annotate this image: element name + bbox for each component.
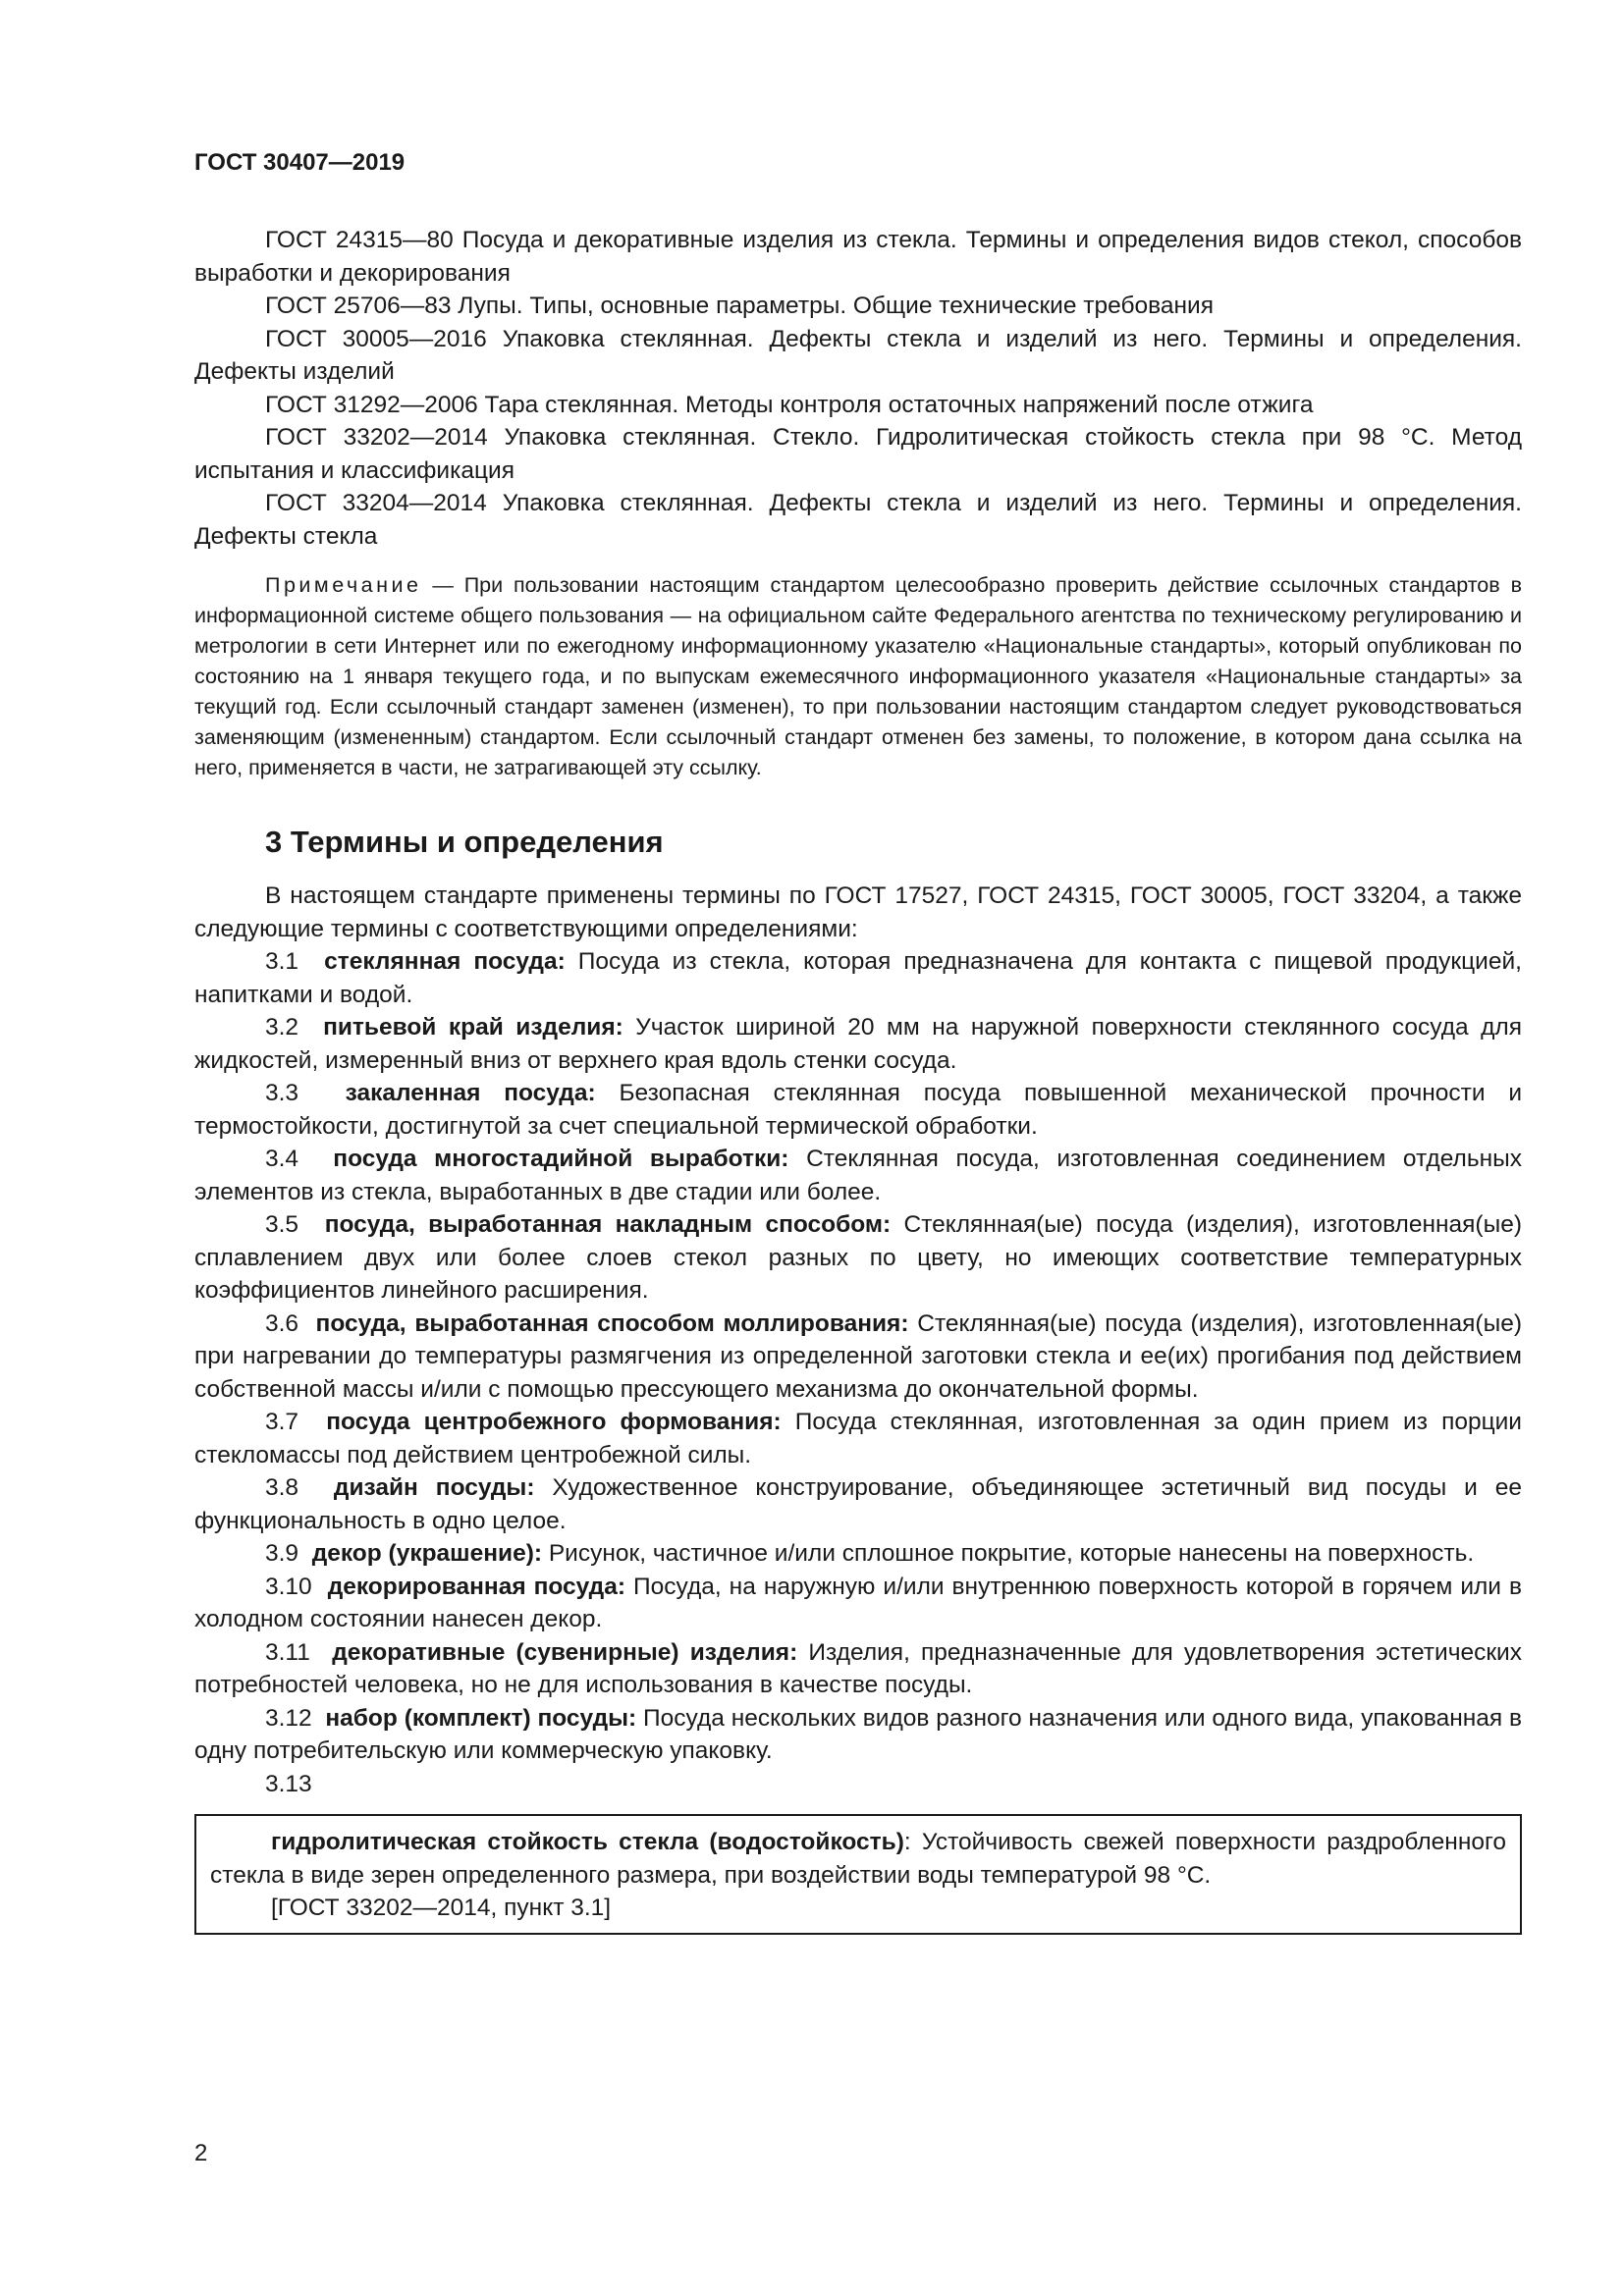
- term-name: декорированная посуда:: [327, 1573, 626, 1600]
- normative-references: [194, 224, 1522, 553]
- term-definition: [194, 1406, 1522, 1471]
- reference-entry: ГОСТ 25706—83 Лупы. Типы, основные параметры. Общие технические требования: [265, 293, 1214, 319]
- term-number: 3.1: [265, 948, 299, 975]
- term-text: Художественное конструирование, объединяющее эстетичный вид посуды и ее функциональность в одно целое.: [194, 1474, 1522, 1534]
- document-body: [194, 224, 1522, 1935]
- term-definition: [194, 1143, 1522, 1208]
- term-definition: [210, 1826, 1506, 1892]
- term-definition: [194, 1537, 1522, 1571]
- note-text: — При пользовании настоящим стандартом целесообразно проверить действие ссылочных стандартов в информационной системе общего пользования — на официальном сайте Федерального агентства по техническому регулированию и метрологии в сети Интернет или по ежегодному информационному указателю «Национальные стандарты», который опубликован по состоянию на 1 января текущего года, и по выпускам ежемесячного информационного указателя «Национальные стандарты» за текущий год. Если ссылочный стандарт заменен (изменен), то при пользовании настоящим стандартом следует руководствоваться заменяющим (измененным) стандартом. Если ссылочный стандарт отменен без замены, то положение, в котором дана ссылка на него, применяется в части, не затрагивающей эту ссылку.: [194, 573, 1522, 779]
- term-text: Изделия, предназначенные для удовлетворения эстетических потребностей человека, но не для использования в качестве посуды.: [194, 1638, 1522, 1698]
- term-name: декор (украшение):: [311, 1540, 543, 1567]
- term-name: гидролитическая стойкость стекла (водостойкость): [271, 1829, 904, 1855]
- term-text: Посуда из стекла, которая предназначена для контакта с пищевой продукцией, напитками и водой.: [194, 948, 1522, 1008]
- term-name: стеклянная посуда:: [324, 948, 566, 975]
- source-reference: [ГОСТ 33202—2014, пункт 3.1]: [271, 1895, 612, 1921]
- reference-entry: ГОСТ 33204—2014 Упаковка стеклянная. Дефекты стекла и изделий из него. Термины и определения. Дефекты стекла: [194, 490, 1522, 550]
- term-number: 3.5: [265, 1211, 299, 1238]
- term-text: Стеклянная(ые) посуда (изделия), изготовленная(ые) сплавлением двух или более слоев стекол разных по цвету, но имеющих соответствие температурных коэффициентов линейного расширения.: [194, 1211, 1522, 1304]
- term-number: 3.9: [265, 1540, 299, 1567]
- reference-entry: ГОСТ 31292—2006 Тара стеклянная. Методы контроля остаточных напряжений после отжига: [265, 391, 1314, 418]
- reference-entry: ГОСТ 33202—2014 Упаковка стеклянная. Стекло. Гидролитическая стойкость стекла при 98 °С. Метод испытания и классификация: [194, 424, 1522, 484]
- term-number-standalone: 3.13: [265, 1770, 312, 1797]
- term-definition: [194, 1702, 1522, 1768]
- term-definition: [194, 1011, 1522, 1077]
- term-definition: [194, 1077, 1522, 1143]
- document-header: ГОСТ 30407—2019: [194, 149, 406, 176]
- term-text: Рисунок, частичное и/или сплошное покрытие, которые нанесены на поверхность.: [542, 1540, 1475, 1567]
- term-name: дизайн посуды:: [333, 1474, 535, 1501]
- term-number: 3.11: [265, 1638, 310, 1666]
- term-text: Участок шириной 20 мм на наружной поверхности стеклянного сосуда для жидкостей, измеренный вниз от верхнего края вдоль стенки сосуда.: [194, 1014, 1522, 1074]
- section-intro: В настоящем стандарте применены термины по ГОСТ 17527, ГОСТ 24315, ГОСТ 30005, ГОСТ 33204, а также следующие термины с соответствующими определениями:: [194, 882, 1522, 942]
- term-text: Посуда, на наружную и/или внутреннюю поверхность которой в горячем или в холодном состоянии нанесен декор.: [194, 1573, 1522, 1632]
- note-paragraph: [194, 570, 1522, 783]
- section-title: 3 Термины и определения: [265, 825, 664, 859]
- term-text: Посуда стеклянная, изготовленная за один прием из порции стекломассы под действием центробежной силы.: [194, 1409, 1522, 1468]
- reference-entry: ГОСТ 30005—2016 Упаковка стеклянная. Дефекты стекла и изделий из него. Термины и определения. Дефекты изделий: [194, 325, 1522, 385]
- term-definition: [194, 945, 1522, 1011]
- term-definition: [194, 1308, 1522, 1407]
- term-number: 3.8: [265, 1474, 299, 1501]
- term-definition: [194, 1471, 1522, 1537]
- term-name: питьевой край изделия:: [323, 1014, 623, 1041]
- boxed-definition: [194, 1814, 1522, 1935]
- term-name: декоративные (сувенирные) изделия:: [332, 1638, 798, 1666]
- term-name: посуда центробежного формования:: [326, 1409, 782, 1435]
- term-name: набор (комплект) посуды:: [325, 1704, 637, 1732]
- term-number: 3.3: [265, 1080, 299, 1106]
- term-number: 3.10: [265, 1573, 312, 1600]
- term-text: : Устойчивость свежей поверхности раздробленного стекла в виде зерен определенного размера, при воздействии воды температурой 98 °С.: [210, 1829, 1506, 1889]
- term-text: Посуда нескольких видов разного назначения или одного вида, упакованная в одну потребительскую или коммерческую упаковку.: [194, 1704, 1523, 1764]
- term-number: 3.7: [265, 1409, 299, 1435]
- term-number: 3.4: [265, 1146, 299, 1172]
- reference-entry: ГОСТ 24315—80 Посуда и декоративные изделия из стекла. Термины и определения видов стекол, способов выработки и декорирования: [194, 227, 1522, 287]
- term-name: посуда, выработанная накладным способом:: [324, 1211, 892, 1238]
- term-number: 3.2: [265, 1014, 299, 1041]
- term-text: Безопасная стеклянная посуда повышенной механической прочности и термостойкости, достигнутой за счет специальной термической обработки.: [194, 1080, 1523, 1140]
- term-name: закаленная посуда:: [345, 1080, 596, 1106]
- term-name: посуда многостадийной выработки:: [333, 1146, 789, 1172]
- term-definition: [194, 1571, 1522, 1636]
- term-number: 3.6: [265, 1309, 299, 1337]
- page-number: 2: [194, 2140, 208, 2166]
- term-name: посуда, выработанная способом моллирования:: [315, 1309, 909, 1337]
- term-number: 3.12: [265, 1704, 312, 1732]
- note-label: Примечание: [265, 573, 422, 597]
- term-definition: [194, 1636, 1522, 1702]
- term-text: Стеклянная(ые) посуда (изделия), изготовленная(ые) при нагревании до температуры размягчения из определенной заготовки стекла и ее(их) прогибания под действием собственной массы и/или с помощью прессующего механизма до окончательной формы.: [194, 1309, 1522, 1403]
- term-text: Стеклянная посуда, изготовленная соединением отдельных элементов из стекла, выработанных в две стадии или более.: [194, 1146, 1522, 1205]
- term-definition: [194, 1208, 1522, 1308]
